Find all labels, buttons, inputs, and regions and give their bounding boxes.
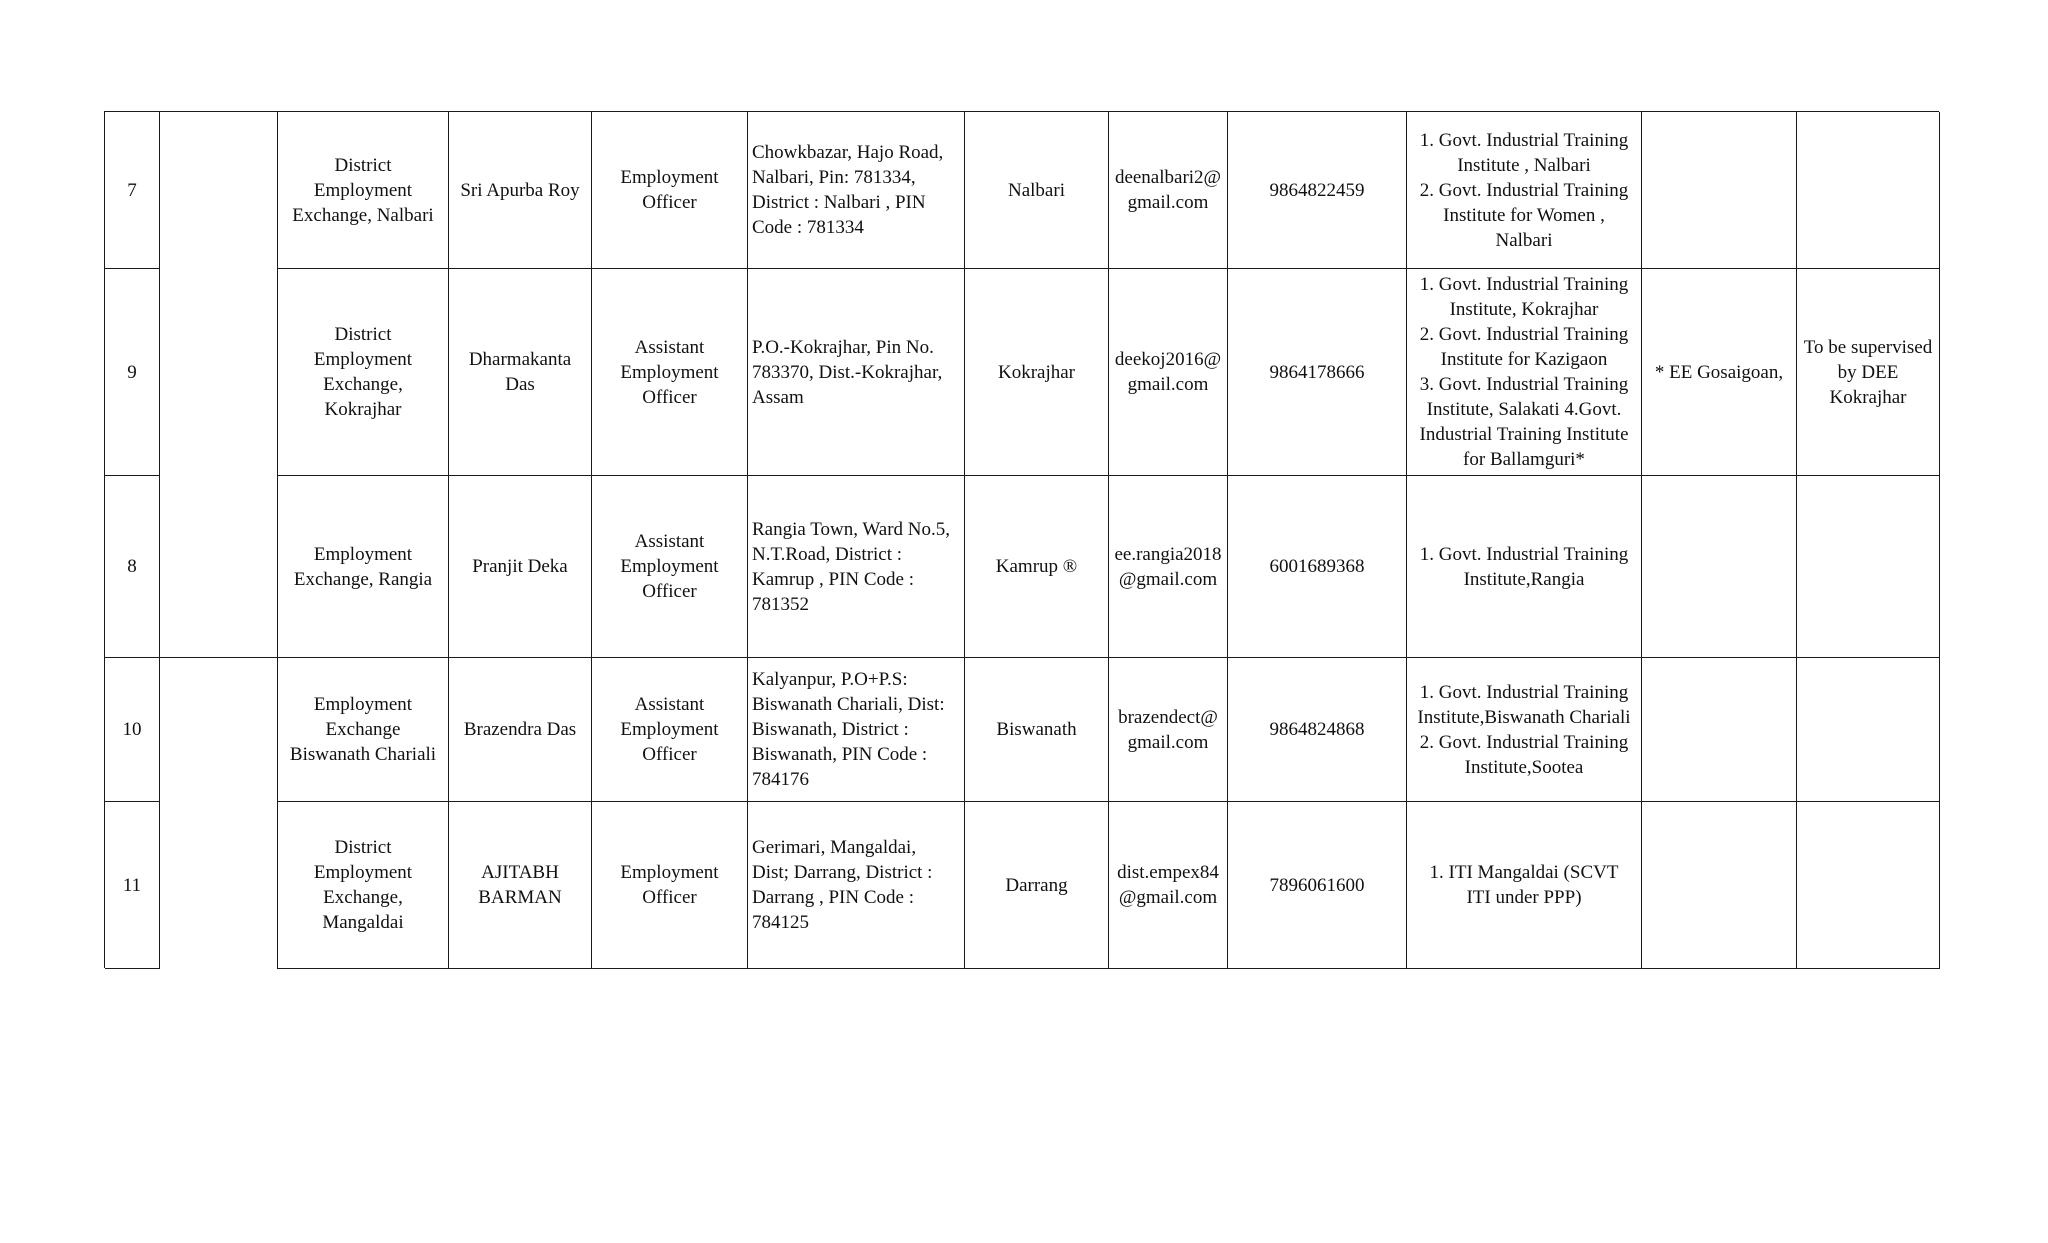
remarks: [1797, 802, 1940, 969]
address: Chowkbazar, Hajo Road, Nalbari, Pin: 781334, District : Nalbari , PIN Code : 781334: [748, 112, 965, 269]
office-name: Employment Exchange, Rangia: [278, 476, 449, 658]
serial-number: 8: [105, 476, 160, 658]
designation: Employment Officer: [592, 802, 748, 969]
blank-merged-cell: [160, 658, 278, 969]
extra-note: [1642, 658, 1797, 802]
designation: Assistant Employment Officer: [592, 476, 748, 658]
designation: Employment Officer: [592, 112, 748, 269]
phone: 6001689368: [1228, 476, 1407, 658]
district: Kamrup ®: [965, 476, 1109, 658]
email: brazendect@ gmail.com: [1109, 658, 1228, 802]
office-name: District Employment Exchange, Nalbari: [278, 112, 449, 269]
remarks: To be supervised by DEE Kokrajhar: [1797, 269, 1940, 476]
office-name: District Employment Exchange, Kokrajhar: [278, 269, 449, 476]
district: Darrang: [965, 802, 1109, 969]
designation: Assistant Employment Officer: [592, 658, 748, 802]
phone: 7896061600: [1228, 802, 1407, 969]
phone: 9864178666: [1228, 269, 1407, 476]
address: Rangia Town, Ward No.5, N.T.Road, District : Kamrup , PIN Code : 781352: [748, 476, 965, 658]
serial-number: 10: [105, 658, 160, 802]
remarks: [1797, 658, 1940, 802]
officer-name: Dharmakanta Das: [449, 269, 592, 476]
officer-name: AJITABH BARMAN: [449, 802, 592, 969]
designation: Assistant Employment Officer: [592, 269, 748, 476]
iti-list: 1. Govt. Industrial Training Institute , Nalbari 2. Govt. Industrial Training Institute for Women , Nalbari: [1407, 112, 1642, 269]
email: dist.empex84 @gmail.com: [1109, 802, 1228, 969]
phone: 9864824868: [1228, 658, 1407, 802]
address: P.O.-Kokrajhar, Pin No. 783370, Dist.-Kokrajhar, Assam: [748, 269, 965, 476]
extra-note: [1642, 476, 1797, 658]
iti-list: 1. Govt. Industrial Training Institute, Kokrajhar 2. Govt. Industrial Training Institute for Kazigaon 3. Govt. Industrial Training Institute, Salakati 4.Govt. Industrial Training Institute for Ballamguri*: [1407, 269, 1642, 476]
office-name: District Employment Exchange, Mangaldai: [278, 802, 449, 969]
district: Nalbari: [965, 112, 1109, 269]
remarks: [1797, 476, 1940, 658]
district: Kokrajhar: [965, 269, 1109, 476]
email: deekoj2016@ gmail.com: [1109, 269, 1228, 476]
remarks: [1797, 112, 1940, 269]
extra-note: * EE Gosaigoan,: [1642, 269, 1797, 476]
iti-list: 1. ITI Mangaldai (SCVT ITI under PPP): [1407, 802, 1642, 969]
blank-merged-cell: [160, 112, 278, 658]
serial-number: 9: [105, 269, 160, 476]
office-name: Employment Exchange Biswanath Chariali: [278, 658, 449, 802]
address: Kalyanpur, P.O+P.S: Biswanath Chariali, Dist: Biswanath, District : Biswanath, PIN Code : 784176: [748, 658, 965, 802]
email: ee.rangia2018 @gmail.com: [1109, 476, 1228, 658]
employment-exchange-table: [104, 111, 1939, 968]
email: deenalbari2@ gmail.com: [1109, 112, 1228, 269]
iti-list: 1. Govt. Industrial Training Institute,Rangia: [1407, 476, 1642, 658]
address: Gerimari, Mangaldai, Dist; Darrang, District : Darrang , PIN Code : 784125: [748, 802, 965, 969]
extra-note: [1642, 802, 1797, 969]
officer-name: Pranjit Deka: [449, 476, 592, 658]
phone: 9864822459: [1228, 112, 1407, 269]
serial-number: 7: [105, 112, 160, 269]
officer-name: Brazendra Das: [449, 658, 592, 802]
district: Biswanath: [965, 658, 1109, 802]
iti-list: 1. Govt. Industrial Training Institute,Biswanath Chariali 2. Govt. Industrial Training Institute,Sootea: [1407, 658, 1642, 802]
extra-note: [1642, 112, 1797, 269]
serial-number: 11: [105, 802, 160, 969]
officer-name: Sri Apurba Roy: [449, 112, 592, 269]
